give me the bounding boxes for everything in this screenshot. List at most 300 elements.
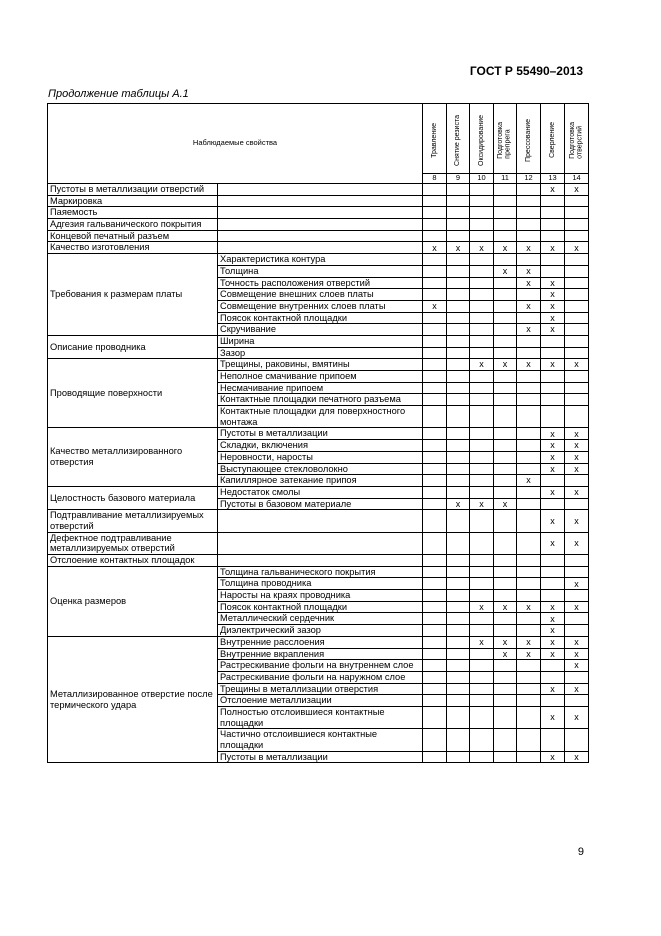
mark-cell xyxy=(494,486,517,498)
table-row xyxy=(48,636,589,648)
mark-cell xyxy=(494,555,517,567)
mark-cell: x xyxy=(541,613,565,625)
row-label: Толщина гальванического покрытия xyxy=(218,566,423,578)
mark-cell xyxy=(470,184,494,196)
mark-cell xyxy=(447,578,470,590)
mark-cell xyxy=(517,195,541,207)
row-label: Трещины в металлизации отверстия xyxy=(218,683,423,695)
mark-cell xyxy=(447,648,470,660)
column-number: 9 xyxy=(447,174,470,184)
mark-cell xyxy=(470,265,494,277)
mark-cell xyxy=(517,486,541,498)
row-label: Скручивание xyxy=(218,324,423,336)
mark-cell xyxy=(470,451,494,463)
page-number: 9 xyxy=(577,846,584,858)
mark-cell xyxy=(423,671,447,683)
mark-cell xyxy=(423,683,447,695)
mark-cell xyxy=(447,601,470,613)
mark-cell xyxy=(494,463,517,475)
mark-cell xyxy=(517,230,541,242)
mark-cell xyxy=(447,324,470,336)
mark-cell xyxy=(470,578,494,590)
mark-cell xyxy=(494,440,517,452)
mark-cell xyxy=(470,207,494,219)
mark-cell xyxy=(447,463,470,475)
mark-cell xyxy=(470,532,494,554)
mark-cell xyxy=(447,277,470,289)
mark-cell: x xyxy=(565,486,589,498)
mark-cell xyxy=(447,265,470,277)
mark-cell xyxy=(494,254,517,266)
mark-cell xyxy=(423,566,447,578)
mark-cell xyxy=(470,463,494,475)
mark-cell: x xyxy=(423,242,447,254)
mark-cell xyxy=(494,475,517,487)
column-header: Оксидирование xyxy=(470,104,494,174)
mark-cell xyxy=(423,254,447,266)
mark-cell xyxy=(447,486,470,498)
group-label: Дефектное подтравливание металлизируемых отверстий xyxy=(48,532,218,554)
row-label xyxy=(218,532,423,554)
mark-cell xyxy=(423,312,447,324)
mark-cell xyxy=(494,300,517,312)
mark-cell xyxy=(423,382,447,394)
mark-cell: x xyxy=(517,242,541,254)
mark-cell xyxy=(517,428,541,440)
group-label: Маркировка xyxy=(48,195,218,207)
mark-cell xyxy=(447,613,470,625)
mark-cell xyxy=(423,706,447,728)
mark-cell xyxy=(494,532,517,554)
mark-cell xyxy=(565,324,589,336)
mark-cell xyxy=(447,219,470,231)
column-number: 11 xyxy=(494,174,517,184)
mark-cell: x xyxy=(470,242,494,254)
mark-cell xyxy=(470,475,494,487)
table-row xyxy=(48,428,589,440)
mark-cell xyxy=(423,289,447,301)
mark-cell xyxy=(541,566,565,578)
mark-cell xyxy=(494,683,517,695)
mark-cell xyxy=(541,406,565,428)
group-label: Отслоение контактных площадок xyxy=(48,555,218,567)
document-code: ГОСТ Р 55490–2013 xyxy=(469,64,583,78)
mark-cell xyxy=(565,498,589,510)
mark-cell: x xyxy=(494,636,517,648)
mark-cell xyxy=(565,566,589,578)
mark-cell xyxy=(517,312,541,324)
mark-cell xyxy=(565,289,589,301)
mark-cell: x xyxy=(565,751,589,763)
row-label: Отслоение металлизации xyxy=(218,695,423,707)
table-row xyxy=(48,566,589,578)
mark-cell xyxy=(423,207,447,219)
mark-cell: x xyxy=(565,660,589,672)
mark-cell xyxy=(423,184,447,196)
group-label: Подтравливание металлизируемых отверстий xyxy=(48,510,218,532)
mark-cell xyxy=(541,347,565,359)
row-label: Зазор xyxy=(218,347,423,359)
mark-cell xyxy=(423,394,447,406)
mark-cell xyxy=(447,636,470,648)
mark-cell xyxy=(470,371,494,383)
mark-cell xyxy=(470,289,494,301)
mark-cell: x xyxy=(423,300,447,312)
mark-cell: x xyxy=(517,636,541,648)
mark-cell: x xyxy=(541,184,565,196)
mark-cell xyxy=(470,660,494,672)
mark-cell: x xyxy=(517,265,541,277)
mark-cell xyxy=(423,648,447,660)
mark-cell xyxy=(423,751,447,763)
mark-cell: x xyxy=(565,428,589,440)
group-label: Пустоты в металлизации отверстий xyxy=(48,184,218,196)
group-label: Описание проводника xyxy=(48,335,218,358)
mark-cell xyxy=(565,406,589,428)
mark-cell xyxy=(494,428,517,440)
row-label xyxy=(218,207,423,219)
mark-cell: x xyxy=(517,277,541,289)
mark-cell xyxy=(517,394,541,406)
row-label: Пустоты в металлизации xyxy=(218,428,423,440)
mark-cell xyxy=(494,277,517,289)
row-label: Капиллярное затекание припоя xyxy=(218,475,423,487)
group-label: Качество металлизированного отверстия xyxy=(48,428,218,486)
mark-cell: x xyxy=(541,324,565,336)
mark-cell xyxy=(494,230,517,242)
mark-cell: x xyxy=(494,648,517,660)
mark-cell xyxy=(423,498,447,510)
mark-cell xyxy=(517,578,541,590)
row-label: Складки, включения xyxy=(218,440,423,452)
mark-cell xyxy=(494,695,517,707)
mark-cell xyxy=(494,184,517,196)
mark-cell xyxy=(423,601,447,613)
mark-cell xyxy=(494,195,517,207)
mark-cell xyxy=(447,510,470,532)
row-label: Недостаток смолы xyxy=(218,486,423,498)
mark-cell: x xyxy=(494,265,517,277)
mark-cell xyxy=(470,625,494,637)
mark-cell xyxy=(447,428,470,440)
mark-cell xyxy=(470,613,494,625)
mark-cell xyxy=(517,406,541,428)
mark-cell xyxy=(470,555,494,567)
mark-cell: x xyxy=(541,300,565,312)
properties-table xyxy=(47,103,589,763)
mark-cell xyxy=(517,254,541,266)
table-row xyxy=(48,555,589,567)
row-label: Ширина xyxy=(218,335,423,347)
mark-cell xyxy=(517,440,541,452)
mark-cell xyxy=(517,382,541,394)
mark-cell xyxy=(565,230,589,242)
table-row xyxy=(48,510,589,532)
mark-cell: x xyxy=(517,475,541,487)
row-label: Растрескивание фольги на внутреннем слое xyxy=(218,660,423,672)
mark-cell xyxy=(541,578,565,590)
mark-cell xyxy=(470,254,494,266)
mark-cell xyxy=(494,289,517,301)
group-label: Адгезия гальванического покрытия xyxy=(48,219,218,231)
mark-cell xyxy=(470,683,494,695)
mark-cell xyxy=(517,498,541,510)
mark-cell: x xyxy=(541,683,565,695)
row-label: Внутренние вкрапления xyxy=(218,648,423,660)
group-label: Качество изготовления xyxy=(48,242,218,254)
mark-cell xyxy=(517,751,541,763)
mark-cell xyxy=(470,751,494,763)
mark-cell xyxy=(447,289,470,301)
mark-cell xyxy=(565,277,589,289)
mark-cell: x xyxy=(494,359,517,371)
mark-cell xyxy=(565,729,589,751)
table-row xyxy=(48,254,589,266)
table-caption: Продолжение таблицы А.1 xyxy=(48,88,189,100)
mark-cell xyxy=(494,729,517,751)
group-label: Оценка размеров xyxy=(48,566,218,636)
mark-cell xyxy=(470,347,494,359)
mark-cell xyxy=(517,510,541,532)
mark-cell xyxy=(423,613,447,625)
mark-cell xyxy=(423,219,447,231)
mark-cell xyxy=(447,475,470,487)
mark-cell: x xyxy=(541,625,565,637)
mark-cell xyxy=(423,406,447,428)
mark-cell xyxy=(423,277,447,289)
table-row xyxy=(48,532,589,554)
mark-cell: x xyxy=(565,648,589,660)
mark-cell xyxy=(517,625,541,637)
column-header: Сверление xyxy=(541,104,565,174)
mark-cell xyxy=(447,382,470,394)
table-row xyxy=(48,486,589,498)
mark-cell xyxy=(447,566,470,578)
column-header: Прессование xyxy=(517,104,541,174)
mark-cell: x xyxy=(470,636,494,648)
group-label: Металлизированное отверстие после термического удара xyxy=(48,636,218,763)
row-label: Точность расположения отверстий xyxy=(218,277,423,289)
mark-cell xyxy=(494,613,517,625)
mark-cell xyxy=(470,219,494,231)
group-label: Целостность базового материала xyxy=(48,486,218,509)
mark-cell xyxy=(447,195,470,207)
mark-cell: x xyxy=(494,242,517,254)
mark-cell xyxy=(565,312,589,324)
table-row xyxy=(48,195,589,207)
column-header: Снятие резиста xyxy=(447,104,470,174)
table-row xyxy=(48,335,589,347)
mark-cell xyxy=(517,695,541,707)
mark-cell xyxy=(423,347,447,359)
mark-cell xyxy=(517,660,541,672)
mark-cell xyxy=(565,671,589,683)
mark-cell xyxy=(470,510,494,532)
property-header: Наблюдаемые свойства xyxy=(48,104,423,184)
mark-cell xyxy=(447,729,470,751)
row-label: Трещины, раковины, вмятины xyxy=(218,359,423,371)
mark-cell xyxy=(494,578,517,590)
row-label xyxy=(218,230,423,242)
mark-cell xyxy=(470,277,494,289)
mark-cell: x xyxy=(541,636,565,648)
mark-cell xyxy=(494,451,517,463)
mark-cell: x xyxy=(565,440,589,452)
mark-cell xyxy=(423,729,447,751)
mark-cell xyxy=(423,230,447,242)
column-header: Подготовка отверстий xyxy=(565,104,589,174)
mark-cell xyxy=(517,555,541,567)
column-header: Подготовка препрега xyxy=(494,104,517,174)
group-label: Концевой печатный разъем xyxy=(48,230,218,242)
mark-cell: x xyxy=(565,601,589,613)
mark-cell xyxy=(423,195,447,207)
mark-cell xyxy=(470,335,494,347)
row-label: Пустоты в базовом материале xyxy=(218,498,423,510)
mark-cell xyxy=(423,475,447,487)
mark-cell xyxy=(517,706,541,728)
mark-cell xyxy=(494,335,517,347)
mark-cell xyxy=(517,683,541,695)
mark-cell xyxy=(565,613,589,625)
mark-cell xyxy=(541,371,565,383)
row-label: Несмачивание припоем xyxy=(218,382,423,394)
mark-cell: x xyxy=(565,578,589,590)
row-label xyxy=(218,184,423,196)
mark-cell xyxy=(447,300,470,312)
mark-cell xyxy=(470,300,494,312)
table-row xyxy=(48,242,589,254)
mark-cell: x xyxy=(517,300,541,312)
mark-cell xyxy=(494,324,517,336)
mark-cell xyxy=(447,625,470,637)
row-label: Частично отслоившиеся контактные площадки xyxy=(218,729,423,751)
mark-cell: x xyxy=(541,648,565,660)
mark-cell xyxy=(447,254,470,266)
row-label: Наросты на краях проводника xyxy=(218,590,423,602)
mark-cell xyxy=(541,660,565,672)
row-label: Поясок контактной площадки xyxy=(218,312,423,324)
mark-cell xyxy=(423,324,447,336)
mark-cell: x xyxy=(565,463,589,475)
mark-cell: x xyxy=(541,601,565,613)
mark-cell xyxy=(447,532,470,554)
mark-cell xyxy=(423,695,447,707)
mark-cell xyxy=(447,695,470,707)
mark-cell xyxy=(541,230,565,242)
mark-cell xyxy=(494,394,517,406)
mark-cell: x xyxy=(517,359,541,371)
mark-cell xyxy=(494,706,517,728)
mark-cell xyxy=(541,394,565,406)
mark-cell xyxy=(470,440,494,452)
column-number: 10 xyxy=(470,174,494,184)
mark-cell xyxy=(541,729,565,751)
mark-cell xyxy=(423,660,447,672)
row-label: Толщина проводника xyxy=(218,578,423,590)
mark-cell xyxy=(565,394,589,406)
mark-cell: x xyxy=(565,451,589,463)
mark-cell xyxy=(517,613,541,625)
mark-cell: x xyxy=(565,532,589,554)
mark-cell xyxy=(565,335,589,347)
mark-cell: x xyxy=(541,242,565,254)
column-number: 12 xyxy=(517,174,541,184)
mark-cell: x xyxy=(565,359,589,371)
mark-cell: x xyxy=(541,359,565,371)
column-header: Травление xyxy=(423,104,447,174)
mark-cell xyxy=(470,428,494,440)
mark-cell xyxy=(565,300,589,312)
mark-cell xyxy=(447,671,470,683)
mark-cell xyxy=(517,289,541,301)
mark-cell xyxy=(447,683,470,695)
row-label: Неполное смачивание припоем xyxy=(218,371,423,383)
mark-cell xyxy=(517,219,541,231)
mark-cell xyxy=(447,440,470,452)
mark-cell xyxy=(541,695,565,707)
mark-cell xyxy=(447,394,470,406)
mark-cell xyxy=(541,254,565,266)
mark-cell xyxy=(517,184,541,196)
mark-cell xyxy=(447,335,470,347)
mark-cell xyxy=(470,394,494,406)
mark-cell xyxy=(423,625,447,637)
mark-cell xyxy=(565,254,589,266)
mark-cell xyxy=(541,195,565,207)
row-label xyxy=(218,510,423,532)
mark-cell xyxy=(447,207,470,219)
row-label: Металлический сердечник xyxy=(218,613,423,625)
mark-cell xyxy=(565,347,589,359)
mark-cell xyxy=(541,382,565,394)
mark-cell: x xyxy=(494,498,517,510)
table-row xyxy=(48,207,589,219)
column-number: 8 xyxy=(423,174,447,184)
mark-cell: x xyxy=(541,440,565,452)
mark-cell: x xyxy=(470,359,494,371)
mark-cell xyxy=(447,406,470,428)
mark-cell xyxy=(447,555,470,567)
mark-cell xyxy=(565,195,589,207)
row-label xyxy=(218,195,423,207)
row-label: Поясок контактной площадки xyxy=(218,601,423,613)
mark-cell xyxy=(517,347,541,359)
mark-cell xyxy=(470,729,494,751)
mark-cell xyxy=(423,371,447,383)
mark-cell xyxy=(447,184,470,196)
mark-cell xyxy=(470,312,494,324)
mark-cell xyxy=(494,671,517,683)
mark-cell xyxy=(565,625,589,637)
mark-cell xyxy=(423,440,447,452)
mark-cell xyxy=(565,219,589,231)
row-label: Толщина xyxy=(218,265,423,277)
mark-cell: x xyxy=(541,486,565,498)
mark-cell xyxy=(517,451,541,463)
mark-cell xyxy=(517,207,541,219)
mark-cell xyxy=(423,578,447,590)
mark-cell xyxy=(470,671,494,683)
mark-cell: x xyxy=(541,289,565,301)
row-label: Полностью отслоившиеся контактные площадки xyxy=(218,706,423,728)
mark-cell: x xyxy=(517,601,541,613)
mark-cell xyxy=(470,230,494,242)
mark-cell xyxy=(494,751,517,763)
mark-cell xyxy=(447,347,470,359)
mark-cell: x xyxy=(517,324,541,336)
mark-cell: x xyxy=(541,706,565,728)
